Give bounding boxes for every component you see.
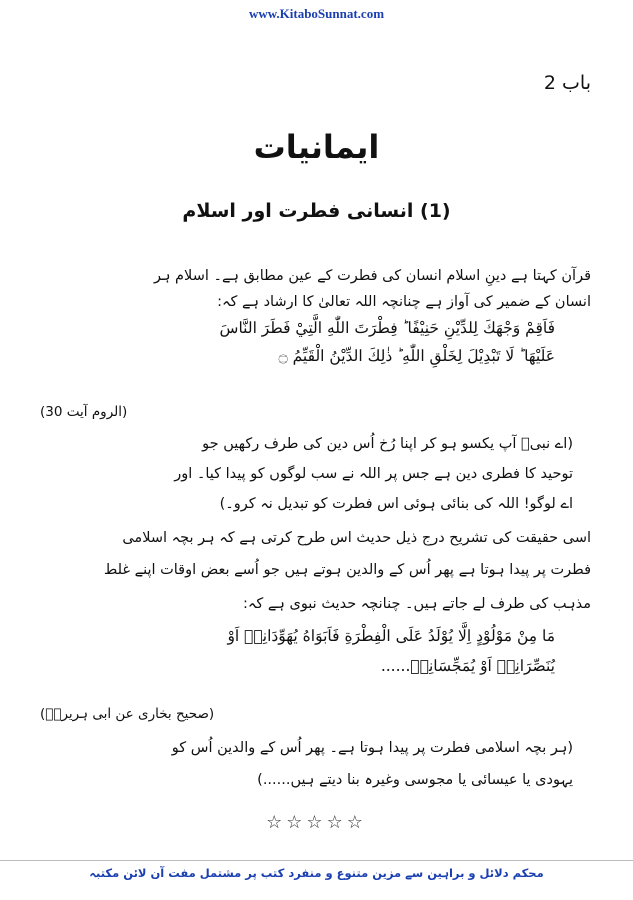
chapter-label: باب 2 (543, 72, 591, 94)
page-title: ایمانیات (253, 128, 380, 166)
hadith-line: يُنَصِّرَانِهٖ اَوْ يُمَجِّسَانِهٖ...... (380, 657, 555, 675)
translation-line: اے لوگو! اللہ کی بنائی ہوئی اس فطرت کو تبدیل نہ کرو۔) (219, 496, 573, 512)
text-line: فطرت پر پیدا ہوتا ہے پھر اُس کے والدین ہوتے ہیں جو اُسے بعض اوقات اپنے غلط (103, 562, 591, 578)
verse-reference: (الروم آیت 30) (40, 404, 128, 420)
translation-line: یہودی یا عیسائی یا مجوسی وغیرہ بنا دیتے ہیں......) (257, 772, 573, 788)
translation-line: توحید کا فطری دین ہے جس پر اللہ نے سب لوگوں کو پیدا کیا۔ اور (174, 466, 573, 482)
site-url-header: www.KitaboSunnat.com (248, 6, 385, 21)
hadith-line: مَا مِنْ مَوْلُوْدٍ اِلَّا يُوْلَدُ عَلَى الْفِطْرَةِ فَاَبَوَاهُ يُهَوِّدَانِهٖ اَوْ (227, 627, 555, 645)
text-line: قرآن کہتا ہے دینِ اسلام انسان کی فطرت کے عین مطابق ہے۔ اسلام ہر (153, 268, 591, 284)
translation-line: (اے نبیؐ آپ یکسو ہو کر اپنا رُخ اُس دین کی طرف رکھیں جو (202, 436, 573, 452)
footer-divider (0, 860, 633, 861)
text-line: مذہب کی طرف لے جاتے ہیں۔ چنانچہ حدیث نبوی ہے کہ: (242, 596, 591, 612)
translation-line: (ہر بچہ اسلامی فطرت پر پیدا ہوتا ہے۔ پھر اُس کے والدین اُس کو (171, 740, 573, 756)
star-divider: ☆☆☆☆☆ (266, 812, 367, 833)
hadith-reference: (صحیح بخاری عن ابی ہریرہؓ) (40, 706, 215, 722)
text-line: انسان کے ضمیر کی آواز ہے چنانچہ اللہ تعالیٰ کا ارشاد ہے کہ: (217, 294, 591, 310)
footer-text: محکم دلائل و براہین سے مزین متنوع و منفرد کتب پر مشتمل مفت آن لائن مکتبہ (89, 866, 544, 880)
text-line: اسی حقیقت کی تشریح درج ذیل حدیث اس طرح کرتی ہے کہ ہر بچہ اسلامی (122, 530, 591, 546)
quran-verse-line: عَلَيْهَا ؕ لَا تَبْدِيْلَ لِخَلْقِ اللّٰهِ ؕ ذٰلِكَ الدِّيْنُ الْقَيِّمُ ۝ (278, 347, 555, 365)
quran-verse-line: فَاَقِمْ وَجْهَكَ لِلدِّيْنِ حَنِيْفًا ؕ فِطْرَتَ اللّٰهِ الَّتِيْ فَطَرَ النَّاسَ (219, 319, 555, 337)
section-title: (1) انسانی فطرت اور اسلام (182, 200, 451, 222)
